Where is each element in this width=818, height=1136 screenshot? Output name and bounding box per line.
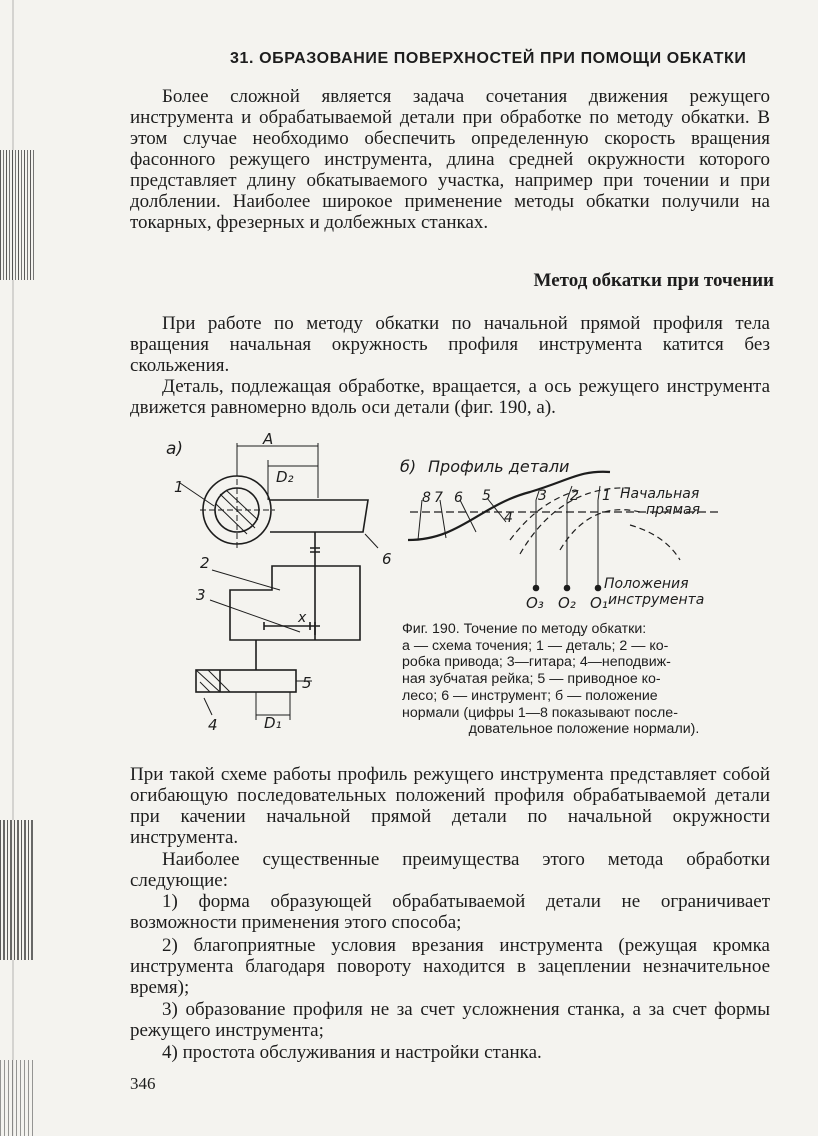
body-paragraph-2: Наиболее существенные преимущества этого метода обработки следующие: (130, 849, 770, 891)
label-a: а) (166, 439, 184, 459)
normal-3: 3 (538, 488, 547, 504)
normal-7: 7 (434, 490, 443, 506)
caption-line: нормали (цифры 1—8 показывают после- (402, 704, 678, 721)
caption-line: довательное положение нормали). (468, 721, 700, 738)
dim-D1: D₁ (264, 714, 282, 732)
label-part-6: 6 (382, 550, 392, 568)
normal-1: 1 (602, 488, 611, 504)
dim-A: A (263, 430, 274, 448)
page-number: 346 (130, 1074, 156, 1093)
figure-caption (402, 621, 766, 738)
drive-box (230, 566, 360, 640)
label-part-2: 2 (200, 554, 210, 572)
label-part-4: 4 (208, 716, 218, 734)
center-O2: O₂ (558, 594, 576, 612)
tool-rack (270, 500, 368, 532)
advantage-item-1: 1) форма образующей обрабатываемой детали не ограничивает возможности применения этого способа; (130, 891, 770, 933)
advantage-item-4: 4) простота обслуживания и настройки станка. (162, 1042, 542, 1063)
label-part-3: 3 (196, 586, 206, 604)
caption-line: лесо; 6 — инструмент; б — положение (402, 687, 658, 704)
pitch-line-label-1: Начальная (620, 486, 700, 502)
center-O1: O₁ (590, 594, 608, 612)
label-b: б) (400, 457, 417, 476)
label-x: x (298, 610, 307, 626)
scan-artifact (0, 1060, 34, 1136)
running-header: 31. ОБРАЗОВАНИЕ ПОВЕРХНОСТЕЙ ПРИ ПОМОЩИ ОБКАТКИ (230, 50, 747, 67)
caption-line: робка привода; 3—гитара; 4—неподвиж- (402, 654, 671, 671)
normal-2: 2 (570, 488, 579, 504)
caption-line: а — схема точения; 1 — деталь; 2 — ко- (402, 637, 669, 654)
caption-line: ная зубчатая рейка; 5 — приводное ко- (402, 671, 661, 688)
label-part-1: 1 (174, 478, 184, 496)
intro-paragraph: Более сложной является задача сочетания движения режущего инструмента и обрабатываемой детали при обработке по методу обкатки. В этом случае необходимо обеспечить определенную скорость вращения фасонного режущего инструмента, длина средней окружности которого представляет длину обкатываемого участка, например при точении и при долблении. Наиболее широкое применение методы обкатки получили на токарных, фрезерных и долбежных станках. (130, 86, 770, 233)
body-paragraph-1: При такой схеме работы профиль режущего инструмента представляет собой огибающую последовательных положений профиля обрабатываемой детали при качении начальной прямой детали по начальной окружности инструмента. (130, 764, 770, 848)
section-title: Метод обкатки при точении (533, 270, 774, 291)
profile-label: Профиль детали (428, 457, 570, 476)
positions-label-2: инструмента (608, 592, 705, 608)
caption-line: Фиг. 190. Точение по методу обкатки: (402, 621, 647, 637)
advantage-item-2: 2) благоприятные условия врезания инструмента (режущая кромка инструмента благодаря повороту находится в зацеплении незначительное время); (130, 935, 770, 998)
label-part-5: 5 (302, 674, 312, 692)
dim-D2: D₂ (276, 468, 294, 486)
section-paragraph-1: При работе по методу обкатки по начальной прямой профиля тела вращения начальная окружность профиля инструмента катится без скольжения. (130, 313, 770, 376)
normal-5: 5 (482, 488, 491, 504)
normal-8: 8 (422, 490, 431, 506)
advantage-item-3: 3) образование профиля не за счет усложнения станка, а за счет формы режущего инструмента; (130, 999, 770, 1041)
scan-artifact (0, 820, 34, 960)
positions-label-1: Положения (604, 576, 689, 592)
scan-artifact (0, 150, 34, 280)
center-O3: O₃ (526, 594, 544, 612)
normal-4: 4 (504, 510, 513, 526)
normal-6: 6 (454, 490, 463, 506)
pitch-line-label-2: прямая (646, 502, 701, 518)
section-paragraph-2: Деталь, подлежащая обработке, вращается, а ось режущего инструмента движется равномерно вдоль оси детали (фиг. 190, а). (130, 376, 770, 418)
